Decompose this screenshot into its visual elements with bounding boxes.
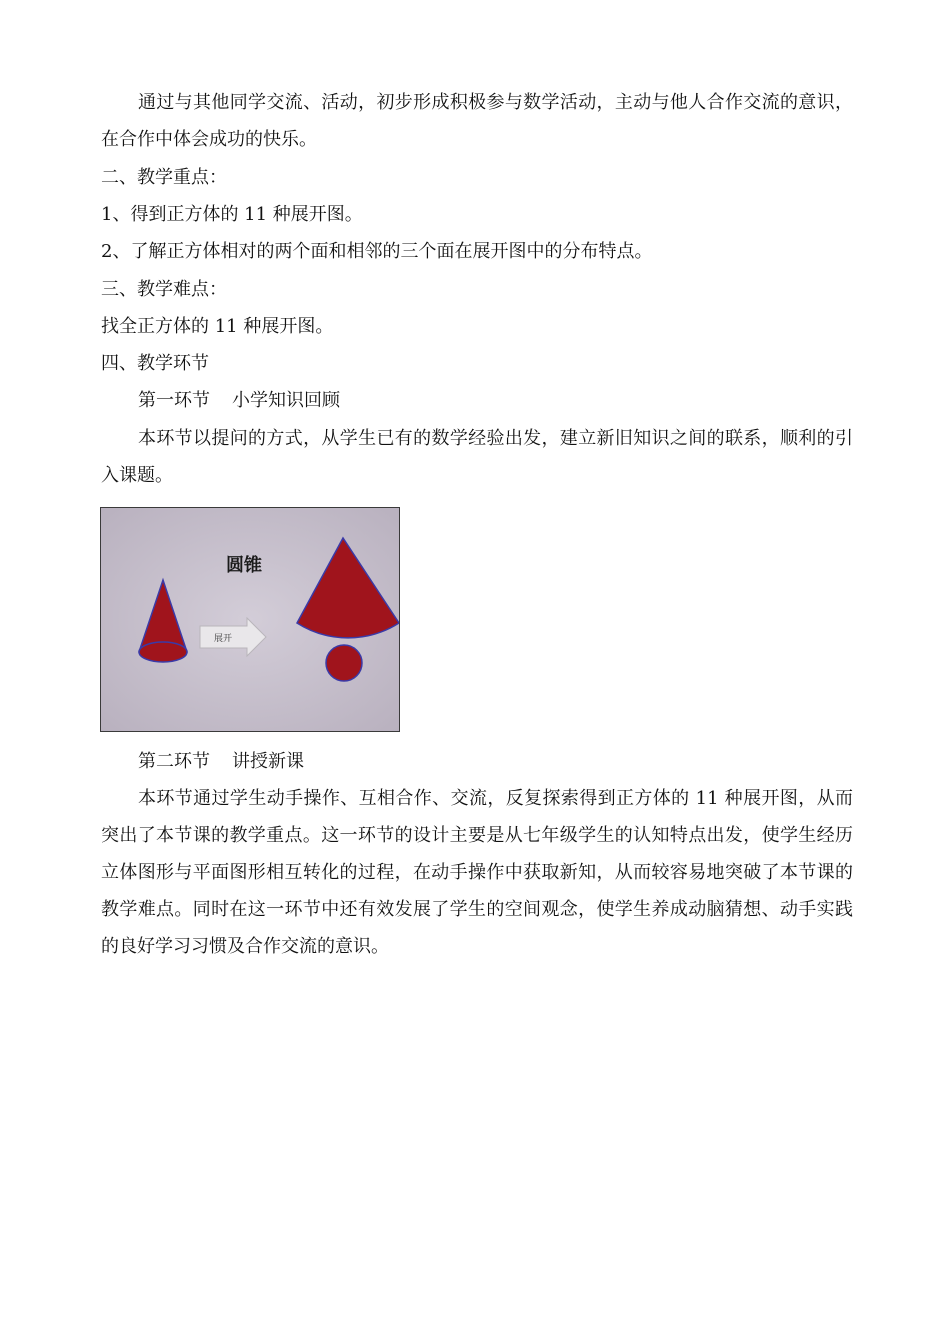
cone-net-figure [100, 507, 400, 732]
section-1-paragraph: 本环节以提问的方式，从学生已有的数学经验出发，建立新旧知识之间的联系，顺利的引入课题。 [101, 428, 853, 486]
section-1-subtitle: 小学知识回顾 [232, 390, 340, 411]
section-2-heading [138, 743, 304, 780]
heading-teaching-steps: 四、教学环节 [101, 353, 209, 374]
section-2-subtitle: 讲授新课 [232, 751, 304, 772]
heading-difficulty: 三、教学难点： [101, 279, 227, 300]
section-1-heading [138, 382, 340, 419]
section-2-paragraph: 本环节通过学生动手操作、互相合作、交流，反复探索得到正方体的 11 种展开图，从而突出了本节课的教学重点。这一环节的设计主要是从七年级学生的认知特点出发，使学生经历立体图形与平面图形相互转化的过程，在动手操作中获取新知，从而较容易地突破了本节课的教学难点。同时在这一环节中还有效发展了学生的空间观念，使学生养成动脑猜想、动手实践的良好学习习惯及合作交流的意识。 [101, 788, 853, 957]
key-point-2: 2、了解正方体相对的两个面和相邻的三个面在展开图中的分布特点。 [101, 241, 653, 262]
figure-title: 圆锥 [226, 555, 262, 576]
section-1-title: 第一环节 [138, 390, 210, 411]
heading-key-points: 二、教学重点： [101, 167, 227, 188]
difficulty-text: 找全正方体的 11 种展开图。 [101, 316, 334, 337]
key-point-1: 1、得到正方体的 11 种展开图。 [101, 204, 363, 225]
unfold-arrow-label: 展开 [213, 634, 233, 644]
cone-net-illustration [101, 508, 399, 731]
objective-paragraph: 通过与其他同学交流、活动，初步形成积极参与数学活动，主动与他人合作交流的意识，在合作中体会成功的快乐。 [101, 92, 853, 150]
section-2-title: 第二环节 [138, 751, 210, 772]
